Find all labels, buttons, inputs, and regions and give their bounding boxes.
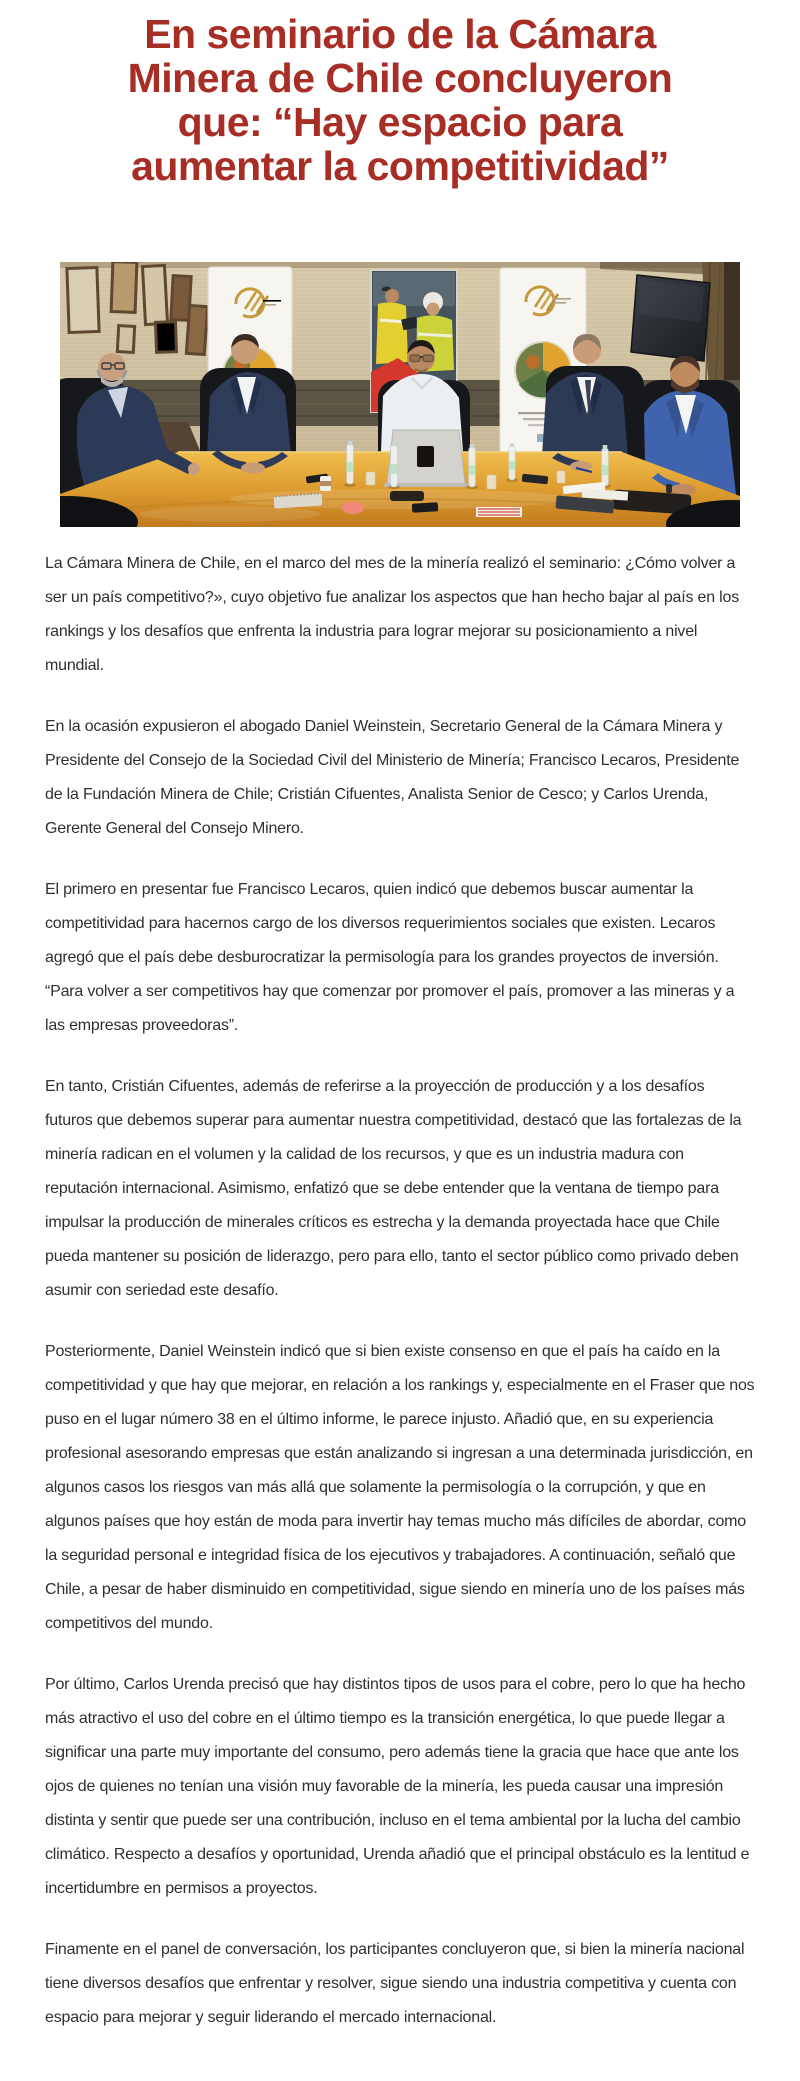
article-paragraph-5: Posteriormente, Daniel Weinstein indicó que si bien existe consenso en que el país ha caído en la competitividad y que hay que mejorar, en relación a los rankings y, especialmente en el Fraser que nos puso en el lugar número 38 en el último informe, le parece injusto. Añadió que, en su experiencia profesional asesorando empresas que están analizando si ingresan a una determinada jurisdicción, en algunos casos los riesgos van más allá que solamente la permisología o la corrupción, y que en algunos países que hoy están de moda para invertir hay temas mucho más difíciles de abordar, como la seguridad personal e integridad física de los ejecutivos y trabajadores. A continuación, señaló que Chile, a pesar de haber disminuido en competitividad, sigue siendo en minería uno de los países más competitivos del mundo. [45, 1343, 755, 1632]
article-headline [120, 12, 680, 188]
seminar-photo-illustration [60, 262, 740, 527]
article-paragraph-1: La Cámara Minera de Chile, en el marco del mes de la minería realizó el seminario: ¿Cómo volver a ser un país competitivo?», cuyo objetivo fue analizar los aspectos que han hecho bajar al país en los rankings y los desafíos que enfrenta la industria para lograr mejorar su posicionamiento a nivel mundial. [45, 555, 740, 674]
article-paragraph-6: Por último, Carlos Urenda precisó que hay distintos tipos de usos para el cobre, pero lo que ha hecho más atractivo el uso del cobre en el último tiempo es la transición energética, lo que puede llegar a significar una parte muy importante del consumo, pero además tiene la gracia que hace que ante los ojos de quienes no tenían una visión muy favorable de la minería, les pueda causar una impresión distinta y sentir que puede ser una contribución, incluso en el tema ambiental por la lucha del cambio climático. Respecto a desafíos y oportunidad, Urenda añadió que el principal obstáculo es la lentitud e incertidumbre en permisos a proyectos. [45, 1676, 750, 1897]
article-paragraph-7: Finamente en el panel de conversación, los participantes concluyeron que, si bien la minería nacional tiene diversos desafíos que enfrentar y resolver, sigue siendo una industria competitiva y cuenta con espacio para mejorar y seguir liderando el mercado internacional. [45, 1941, 745, 2026]
desk-tray [390, 491, 424, 501]
article-paragraph-2: En la ocasión expusieron el abogado Daniel Weinstein, Secretario General de la Cámara Minera y Presidente del Consejo de la Sociedad Civil del Ministerio de Minería; Francisco Lecaros, Presidente de la Fundación Minera de Chile; Cristián Cifuentes, Analista Senior de Cesco; y Carlos Urenda, Gerente General del Consejo Minero. [45, 718, 740, 837]
article-body [45, 547, 755, 2035]
headline-line-2: concluyeron que: “Hay espacio para aumentar la competitividad” [131, 55, 673, 189]
pink-object [342, 502, 364, 514]
tv-screen [631, 275, 710, 361]
headline-line-1: En seminario de la Cámara Minera de Chile [127, 11, 656, 101]
phone-2 [412, 502, 438, 512]
seminar-photo [60, 262, 740, 527]
article-paragraph-4: En tanto, Cristián Cifuentes, además de referirse a la proyección de producción y a los desafíos futuros que debemos superar para aumentar nuestra competitividad, destacó que las fortalezas de la minería radican en el volumen y la calidad de los recursos, y que es un industria madura con reputación internacional. Asimismo, enfatizó que se debe entender que la ventana de tiempo para impulsar la producción de minerales críticos es estrecha y la demanda proyectada hace que Chile pueda mantener su posición de liderazgo, pero para ello, tanto el sector público como privado deben asumir con seriedad este desafío. [45, 1078, 742, 1299]
coffee-cup [320, 476, 331, 491]
wristwatch [666, 484, 672, 493]
article-paragraph-3: El primero en presentar fue Francisco Lecaros, quien indicó que debemos buscar aumentar la competitividad para hacernos cargo de los diversos requerimientos sociales que existen. Lecaros agregó que el país debe desburocratizar la permisología para los grandes proyectos de inversión. “Para volver a ser competitivos hay que comenzar por promover el país, promover a las mineras y a las empresas proveedoras”. [45, 881, 735, 1034]
person-2-hands [241, 463, 265, 474]
